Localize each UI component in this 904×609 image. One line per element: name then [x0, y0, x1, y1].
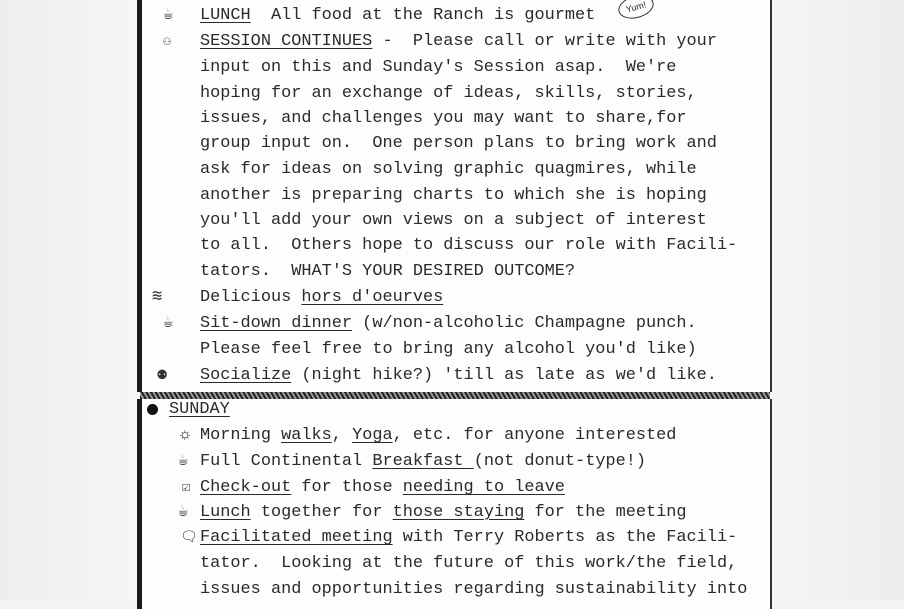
session-text: input on this and Sunday's Session asap. We're	[200, 58, 677, 77]
checkout-line	[200, 477, 565, 499]
session-text: hoping for an exchange of ideas, skills, stories,	[200, 84, 697, 103]
sun-icon: ☼	[180, 426, 191, 445]
yoga: Yoga	[352, 426, 393, 445]
session-text: to all. Others hope to discuss our role with Facili-	[200, 236, 738, 255]
session-text: group input on. One person plans to bring work and	[200, 134, 717, 153]
sunday-heading	[169, 399, 230, 421]
bowl-icon: ☕	[178, 503, 189, 522]
breakfast: Breakfast	[372, 452, 474, 471]
session-text: - Please call or write with your	[372, 32, 717, 51]
bullet-icon	[147, 404, 158, 415]
dinner-text: Please feel free to bring any alcohol you'd like)	[200, 340, 697, 359]
session-label: SESSION CONTINUES	[200, 32, 373, 51]
checkout: Check-out	[200, 478, 292, 497]
session-text: ask for ideas on solving graphic quagmires, while	[200, 160, 697, 179]
socialize-label: Socialize	[200, 366, 292, 385]
text: (not donut-type!)	[473, 452, 647, 471]
meeting-text: issues and opportunities regarding sustainability into	[200, 580, 748, 599]
hors-label: hors d'oeurves	[301, 288, 444, 307]
needing-to-leave: needing to leave	[402, 478, 565, 497]
walks: walks	[281, 426, 332, 445]
those-staying: those staying	[392, 503, 525, 522]
morning-line	[200, 425, 676, 447]
yum-speech-bubble: Yum!	[616, 0, 656, 22]
breakfast-line	[200, 451, 646, 473]
text: , etc. for anyone interested	[392, 426, 677, 445]
text: Morning	[200, 426, 282, 445]
sunday-label: SUNDAY	[169, 400, 230, 419]
text: for those	[291, 478, 403, 497]
lunch-line	[200, 5, 595, 27]
section-divider	[140, 392, 770, 399]
lunch: Lunch	[200, 503, 251, 522]
socialize-text: (night hike?) 'till as late as we'd like.	[291, 366, 717, 385]
dinner-icon: ☕	[163, 314, 174, 333]
facilitated-meeting: Facilitated meeting	[200, 528, 393, 547]
text: for the meeting	[524, 503, 687, 522]
teacup-icon: ☕	[163, 6, 174, 25]
cup-icon: ☕	[178, 452, 189, 471]
lunch-sunday-line	[200, 502, 687, 524]
session-line	[200, 31, 717, 53]
lunch-label: LUNCH	[200, 6, 251, 25]
meeting-text: tator. Looking at the future of this work/the field,	[200, 554, 738, 573]
dinner-label: Sit-down dinner	[200, 314, 353, 333]
session-text: tators. WHAT'S YOUR DESIRED OUTCOME?	[200, 262, 576, 281]
session-text: you'll add your own views on a subject of interest	[200, 211, 707, 230]
speech-icon: 🗨	[180, 530, 198, 546]
socialize-line	[200, 365, 717, 387]
hors-line	[200, 287, 443, 309]
text: Full Continental	[200, 452, 373, 471]
text: ,	[331, 426, 353, 445]
people-icon: ⚉	[157, 366, 168, 385]
checkbox-icon: ☑	[182, 480, 191, 496]
dinner-text: (w/non-alcoholic Champagne punch.	[352, 314, 697, 333]
meeting-line	[200, 527, 737, 549]
session-text: another is preparing charts to which she is hoping	[200, 186, 707, 205]
text: with Terry Roberts as the Facili-	[392, 528, 738, 547]
lunch-text: All food at the Ranch is gourmet	[250, 6, 596, 25]
dinner-line	[200, 313, 697, 335]
platter-icon: ≋	[152, 288, 163, 307]
session-text: issues, and challenges you may want to share,for	[200, 109, 687, 128]
text: together for	[250, 503, 393, 522]
hors-prefix: Delicious	[200, 288, 302, 307]
people-group-icon: ⚇	[163, 34, 171, 49]
